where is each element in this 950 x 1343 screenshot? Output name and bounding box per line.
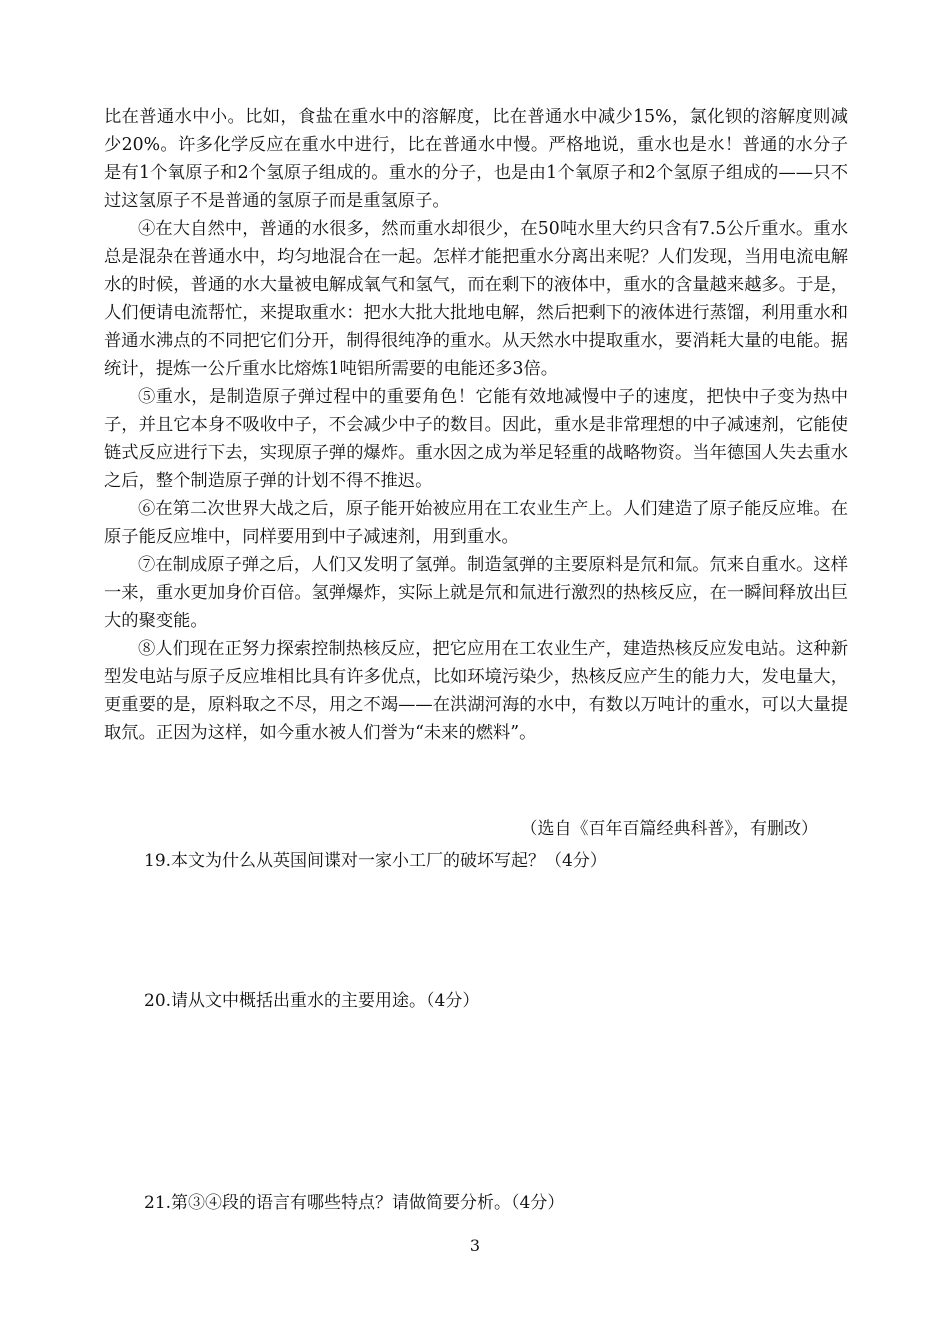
question-19: 19.本文为什么从英国间谍对一家小工厂的破坏写起？（4分） — [144, 851, 607, 871]
paragraph-8: ⑧人们现在正努力探索控制热核反应，把它应用在工农业生产，建造热核反应发电站。这种新型发电站与原子反应堆相比具有许多优点，比如环境污染少，热核反应产生的能力大，发电量大，更重要的是，原料取之不尽，用之不竭——在洪湖河海的水中，有数以万吨计的重水，可以大量提取氘。正因为这样，如今重水被人们誉为“未来的燃料”。 — [104, 639, 848, 743]
paragraph-5: ⑤重水，是制造原子弹过程中的重要角色！它能有效地减慢中子的速度，把快中子变为热中子，并且它本身不吸收中子，不会减少中子的数目。因此，重水是非常理想的中子减速剂，它能使链式反应进行下去，实现原子弹的爆炸。重水因之成为举足轻重的战略物资。当年德国人失去重水之后，整个制造原子弹的计划不得不推迟。 — [104, 387, 848, 491]
question-21: 21.第③④段的语言有哪些特点？请做简要分析。（4分） — [144, 1193, 565, 1213]
reading-passage — [104, 103, 848, 747]
paragraph-3-continued: 比在普通水中小。比如，食盐在重水中的溶解度，比在普通水中减少15%，氯化钡的溶解度则减少20%。许多化学反应在重水中进行，比在普通水中慢。严格地说，重水也是水！普通的水分子是有1个氧原子和2个氢原子组成的。重水的分子，也是由1个氧原子和2个氢原子组成的——只不过这氢原子不是普通的氢原子而是重氢原子。 — [104, 107, 848, 211]
paragraph-4: ④在大自然中，普通的水很多，然而重水却很少，在50吨水里大约只含有7.5公斤重水。重水总是混杂在普通水中，均匀地混合在一起。怎样才能把重水分离出来呢？人们发现，当用电流电解水的时候，普通的水大量被电解成氧气和氢气，而在剩下的液体中，重水的含量越来越多。于是，人们便请电流帮忙，来提取重水：把水大批大批地电解，然后把剩下的液体进行蒸馏，利用重水和普通水沸点的不同把它们分开，制得很纯净的重水。从天然水中提取重水，要消耗大量的电能。据统计，提炼一公斤重水比熔炼1吨铝所需要的电能还多3倍。 — [104, 219, 848, 379]
paragraph-7: ⑦在制成原子弹之后，人们又发明了氢弹。制造氢弹的主要原料是氘和氚。氘来自重水。这样一来，重水更加身价百倍。氢弹爆炸，实际上就是氘和氚进行激烈的热核反应，在一瞬间释放出巨大的聚变能。 — [104, 555, 848, 631]
question-20: 20.请从文中概括出重水的主要用途。（4分） — [144, 991, 480, 1011]
paragraph-6: ⑥在第二次世界大战之后，原子能开始被应用在工农业生产上。人们建造了原子能反应堆。在原子能反应堆中，同样要用到中子减速剂，用到重水。 — [104, 499, 848, 547]
page-number: 3 — [469, 1236, 481, 1255]
source-citation: （选自《百年百篇经典科普》，有删改） — [520, 819, 818, 839]
